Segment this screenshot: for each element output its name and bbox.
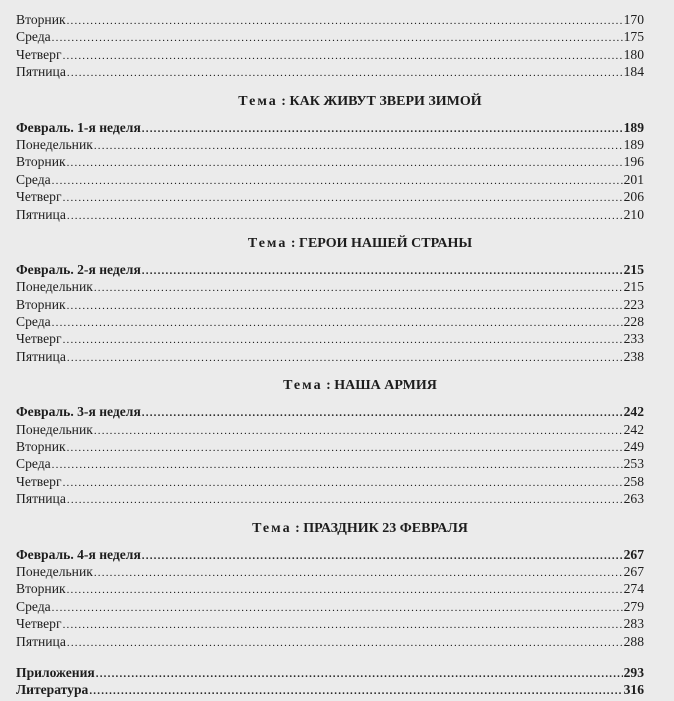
toc-label: Среда (16, 598, 51, 614)
dot-leader (63, 617, 623, 634)
week-row (16, 546, 644, 563)
toc-row (16, 421, 644, 438)
dot-leader (67, 350, 623, 367)
toc-row (16, 171, 644, 188)
toc-page: 279 (623, 598, 644, 614)
toc-label: Пятница (16, 633, 66, 649)
appendix-page: 293 (623, 664, 644, 680)
toc-label: Четверг (16, 331, 62, 347)
week-row (16, 119, 644, 136)
toc-label: Понедельник (16, 421, 93, 437)
heading-colon: : (287, 235, 300, 251)
week-page: 189 (623, 119, 644, 135)
toc-page: 170 (623, 12, 644, 27)
toc-label: Понедельник (16, 136, 93, 152)
section-heading (16, 81, 644, 119)
toc-row (16, 615, 644, 632)
toc-row (16, 580, 644, 597)
toc-label: Четверг (16, 46, 62, 62)
heading-colon: : (291, 520, 304, 536)
week-page: 267 (623, 546, 644, 562)
week-page: 215 (623, 261, 644, 277)
toc-label: Вторник (16, 296, 66, 312)
toc-row (16, 278, 644, 295)
toc-row (16, 296, 644, 313)
dot-leader (67, 492, 623, 509)
toc-row (16, 28, 644, 45)
toc-page: 233 (623, 331, 644, 347)
dot-leader (67, 298, 623, 315)
heading-colon: : (277, 93, 290, 109)
toc-page: 242 (623, 421, 644, 437)
toc-page: 201 (623, 171, 644, 187)
dot-leader (52, 600, 623, 617)
toc-page: 288 (623, 633, 644, 649)
toc-page: 258 (623, 473, 644, 489)
toc-page: 238 (623, 348, 644, 364)
section-prefix: Тема (247, 235, 288, 251)
toc-row (16, 206, 644, 223)
toc-row (16, 473, 644, 490)
dot-leader (63, 190, 623, 207)
toc-row (16, 348, 644, 365)
dot-leader (52, 315, 623, 332)
toc-label: Среда (16, 456, 51, 472)
toc-row (16, 455, 644, 472)
toc-page: 267 (623, 563, 644, 579)
toc-label: Среда (16, 29, 51, 45)
toc-row (16, 330, 644, 347)
week-label: Февраль. 2-я неделя (16, 261, 141, 277)
section-heading (16, 508, 644, 546)
toc-row (16, 313, 644, 330)
dot-leader (89, 683, 622, 700)
toc-page: 184 (623, 64, 644, 80)
week-label: Февраль. 4-я неделя (16, 546, 141, 562)
dot-leader (142, 121, 623, 138)
toc-label: Пятница (16, 64, 66, 80)
toc-page: 263 (623, 491, 644, 507)
toc-page: 206 (623, 189, 644, 205)
dot-leader (67, 13, 623, 30)
toc-row (16, 46, 644, 63)
dot-leader (94, 138, 623, 155)
toc-label: Вторник (16, 439, 66, 455)
section-title: КАК ЖИВУТ ЗВЕРИ ЗИМОЙ (289, 93, 482, 109)
toc-label: Четверг (16, 189, 62, 205)
dot-leader (52, 457, 623, 474)
section-prefix: Тема (238, 93, 278, 109)
toc-label: Вторник (16, 581, 66, 597)
toc-row (16, 490, 644, 507)
appendix-label: Приложения (16, 664, 95, 680)
toc-page: 189 (623, 136, 644, 152)
toc-page: 283 (623, 616, 644, 632)
appendix-rows (16, 664, 644, 699)
top-rows (16, 11, 644, 81)
toc-label: Вторник (16, 154, 66, 170)
section-title: ПРАЗДНИК 23 ФЕВРАЛЯ (303, 520, 468, 536)
toc-row (16, 633, 644, 650)
dot-leader (94, 423, 623, 440)
week-label: Февраль. 3-я неделя (16, 404, 141, 420)
dot-leader (52, 173, 623, 190)
dot-leader (67, 582, 623, 599)
toc-page: 228 (623, 314, 644, 330)
section-title: ГЕРОИ НАШЕЙ СТРАНЫ (299, 235, 473, 251)
toc-row (16, 188, 644, 205)
dot-leader (94, 280, 623, 297)
appendix-page: 316 (623, 682, 644, 698)
toc-row (16, 598, 644, 615)
week-page: 242 (623, 404, 644, 420)
dot-leader (142, 548, 623, 565)
toc-label: Понедельник (16, 563, 93, 579)
dot-leader (63, 475, 623, 492)
dot-leader (67, 155, 623, 172)
dot-leader (52, 30, 623, 47)
toc-page: 210 (623, 206, 644, 222)
week-row (16, 261, 644, 278)
appendix-label: Литература (16, 682, 89, 698)
toc-page: 223 (623, 296, 644, 312)
toc-label: Вторник (16, 12, 66, 27)
spacer (16, 650, 644, 664)
toc-label: Пятница (16, 348, 66, 364)
heading-colon: : (322, 378, 335, 394)
section-prefix: Тема (283, 378, 323, 394)
section-title: НАША АРМИЯ (334, 378, 437, 394)
section-heading (16, 223, 644, 261)
toc-section (16, 365, 644, 507)
appendix-row (16, 681, 644, 698)
section-prefix: Тема (252, 520, 292, 536)
appendix-row (16, 664, 644, 681)
dot-leader (67, 208, 623, 225)
toc-section (16, 223, 644, 365)
week-label: Февраль. 1-я неделя (16, 119, 141, 135)
dot-leader (142, 263, 623, 280)
section-heading (16, 365, 644, 403)
toc-label: Понедельник (16, 279, 93, 295)
dot-leader (96, 666, 623, 683)
toc-section (16, 508, 644, 650)
toc-row (16, 153, 644, 170)
dot-leader (67, 440, 623, 457)
toc-label: Среда (16, 314, 51, 330)
toc-row (16, 11, 644, 28)
dot-leader (142, 405, 623, 422)
dot-leader (94, 565, 623, 582)
toc-page: 249 (623, 439, 644, 455)
dot-leader (67, 635, 623, 652)
toc-page: 274 (623, 581, 644, 597)
dot-leader (67, 65, 623, 82)
toc-page: 196 (623, 154, 644, 170)
toc-label: Четверг (16, 616, 62, 632)
toc-label: Пятница (16, 206, 66, 222)
toc-row (16, 438, 644, 455)
toc-page: 180 (623, 46, 644, 62)
week-row (16, 403, 644, 420)
dot-leader (63, 332, 623, 349)
toc-label: Четверг (16, 473, 62, 489)
toc-page: 253 (623, 456, 644, 472)
toc-row (16, 563, 644, 580)
dot-leader (63, 48, 623, 65)
toc-page: 215 (623, 279, 644, 295)
toc-section (16, 81, 644, 223)
toc-label: Среда (16, 171, 51, 187)
toc-row (16, 136, 644, 153)
toc-label: Пятница (16, 491, 66, 507)
toc-page: 175 (623, 29, 644, 45)
toc-row (16, 63, 644, 80)
